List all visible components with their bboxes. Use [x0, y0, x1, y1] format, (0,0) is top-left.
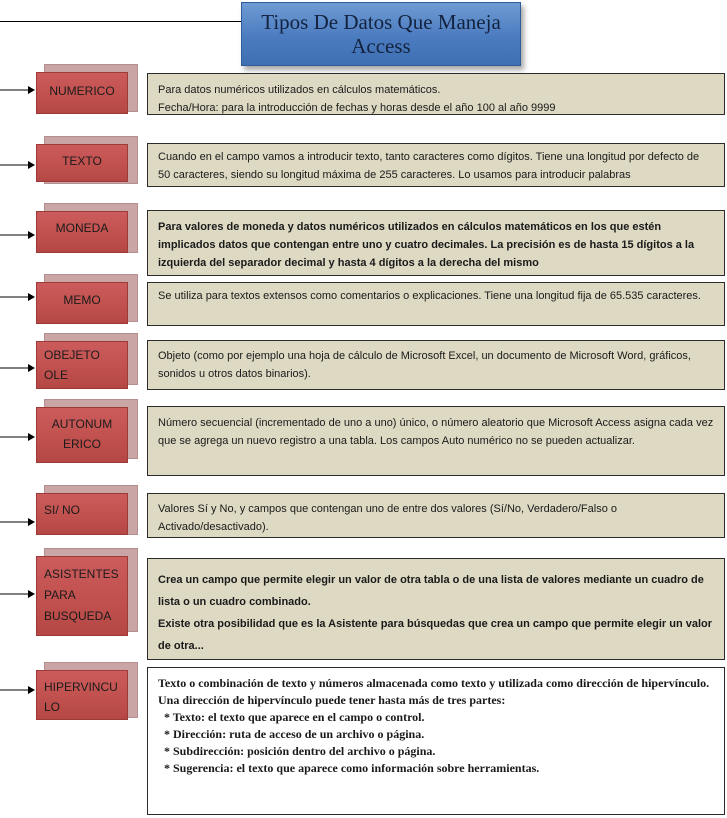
type-desc-si-no [147, 493, 725, 538]
arrow-icon [0, 431, 36, 443]
type-tag-objeto-ole: OBEJETO OLE [36, 341, 128, 389]
arrow-icon [0, 229, 36, 241]
desc-line: Existe otra posibilidad que es la Asistente para búsquedas que crea un campo que permite elegir un valor de otra... [158, 618, 713, 652]
type-tag-moneda: MONEDA [36, 211, 128, 253]
arrow-icon [0, 159, 36, 171]
type-tag-numerico: NUMERICO [36, 72, 128, 114]
desc-bullet: * Dirección: ruta de acceso de un archivo o página. [164, 727, 425, 741]
arrow-icon [0, 588, 36, 600]
type-tag-memo: MEMO [36, 282, 128, 324]
desc-bullet: * Subdirección: posición dentro del archivo o página. [164, 744, 436, 758]
type-desc-memo [147, 282, 725, 326]
desc-line: Una dirección de hipervínculo puede tener hasta más de tres partes: [158, 693, 506, 707]
diagram-title: Tipos De Datos Que Maneja Access [241, 2, 521, 66]
desc-line: Texto o combinación de texto y números almacenada como texto y utilizada como dirección de hipervínculo. [158, 676, 710, 690]
arrow-icon [0, 84, 36, 96]
type-tag-asistentes: ASISTENTES PARA BUSQUEDA [36, 556, 128, 636]
type-desc-autonumerico [147, 406, 725, 476]
desc-line: Para valores de moneda y datos numéricos utilizados en cálculos matemáticos en los que estén implicados datos que contengan entre uno y cuatro decimales. La precisión es de hasta 15 dígitos a la izquierda del separador decimal y hasta 4 dígitos a la derecha del mismo [158, 221, 695, 269]
desc-line: Se utiliza para textos extensos como comentarios o explicaciones. Tiene una longitud fija de 65.535 caracteres. [158, 290, 701, 302]
desc-line: Crea un campo que permite elegir un valor de otra tabla o de una lista de valores mediante un cuadro de lista o un cuadro combinado. [158, 574, 704, 608]
type-tag-hipervinculo: HIPERVINCU LO [36, 670, 128, 720]
type-tag-si-no: SI/ NO [36, 493, 128, 535]
arrow-icon [0, 291, 36, 303]
desc-line: Para datos numéricos utilizados en cálculos matemáticos. [158, 84, 441, 96]
desc-bullet: * Texto: el texto que aparece en el campo o control. [164, 710, 425, 724]
desc-line: Fecha/Hora: para la introducción de fechas y horas desde el año 100 al año 9999 [158, 102, 556, 114]
desc-line: Cuando en el campo vamos a introducir texto, tanto caracteres como dígitos. Tiene una longitud por defecto de 50 caracteres, siendo su longitud máxima de 255 caracteres. Lo usamos para introducir palabras [158, 151, 700, 181]
type-desc-numerico [147, 73, 725, 115]
desc-line: Objeto (como por ejemplo una hoja de cálculo de Microsoft Excel, un documento de Microsoft Word, gráficos, sonidos u otros datos binarios). [158, 350, 691, 380]
type-desc-asistentes [147, 558, 725, 660]
type-desc-hipervinculo [147, 667, 725, 815]
arrow-icon [0, 516, 36, 528]
desc-line: Número secuencial (incrementado de uno a uno) único, o número aleatorio que Microsoft Access asigna cada vez que se agrega un nuevo registro a una tabla. Los campos Auto numérico no se pueden actualizar. [158, 417, 714, 447]
type-desc-texto [147, 143, 725, 187]
title-connector-line [0, 21, 242, 22]
arrow-icon [0, 362, 36, 374]
type-tag-autonumerico: AUTONUM ERICO [36, 407, 128, 463]
desc-bullet: * Sugerencia: el texto que aparece como información sobre herramientas. [164, 761, 540, 775]
arrow-icon [0, 684, 36, 696]
type-desc-objeto-ole [147, 340, 725, 390]
type-desc-moneda [147, 210, 725, 276]
desc-line: Valores Sí y No, y campos que contengan uno de entre dos valores (Sí/No, Verdadero/Falso o Activado/desactivado). [158, 503, 618, 533]
type-tag-texto: TEXTO [36, 144, 128, 182]
